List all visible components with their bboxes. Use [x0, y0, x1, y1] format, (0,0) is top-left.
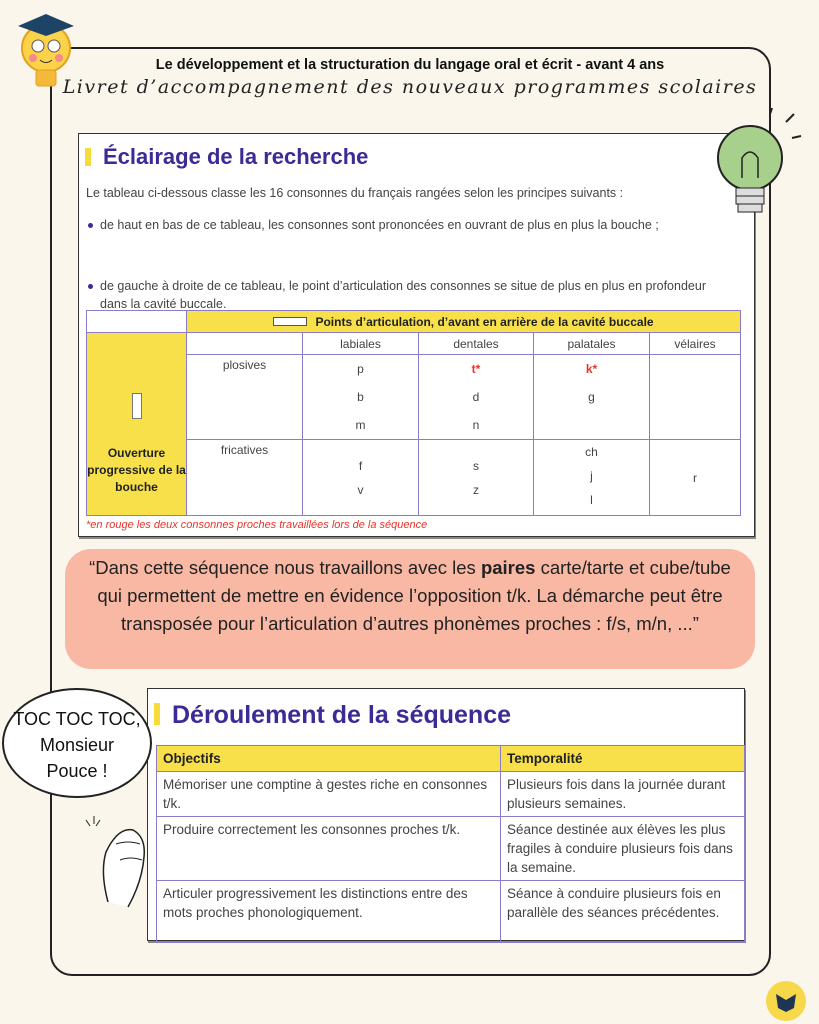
down-arrow-icon [132, 393, 142, 419]
footnote: *en rouge les deux consonnes proches travaillées lors de la séquence [86, 519, 428, 531]
column-header: Objectifs [157, 746, 501, 772]
consonant: b [357, 390, 364, 404]
column-header: dentales [419, 333, 534, 355]
research-bullet: de gauche à droite de ce tableau, le point d’articulation des consonnes se situe de plus en plus en profondeur dans la cavité buccale. [86, 277, 726, 313]
speech-bubble [2, 688, 152, 798]
consonant: n [472, 418, 480, 432]
consonant: s [473, 459, 479, 473]
objective: Produire correctement les consonnes proches t/k. [157, 817, 501, 881]
consonant: v [357, 483, 364, 497]
table-row [157, 881, 745, 943]
quote-box [65, 549, 755, 669]
consonant-highlighted: t* [471, 362, 481, 376]
column-header: Temporalité [501, 746, 745, 772]
consonant: r [650, 440, 741, 516]
consonant: g [588, 390, 595, 404]
quote-text: “Dans cette séquence nous travaillons avec les [89, 557, 481, 578]
consonant: d [472, 390, 480, 404]
sequence-table [156, 745, 745, 943]
consonant: p [357, 362, 364, 376]
timing: Séance à conduire plusieurs fois en parallèle des séances précédentes. [501, 881, 745, 943]
opening-header: Ouverture progressive de la bouche [87, 333, 187, 516]
quote-text: carte/tarte et cube/tube qui permettent de mettre en évidence l’opposition t/k. La démarche peut être transposée pour l’articulation d’autres phonèmes proches : f/s, m/n, ...” [97, 557, 731, 634]
owl-logo-icon [765, 980, 807, 1022]
sequence-panel [147, 688, 745, 941]
knocking-hand-icon [78, 812, 148, 912]
header-title: Le développement et la structuration du langage oral et écrit - avant 4 ans [155, 57, 665, 73]
column-header: vélaires [650, 333, 741, 355]
column-header: labiales [303, 333, 419, 355]
articulation-header: Points d’articulation, d’avant en arrière de la cavité buccale [187, 311, 741, 333]
lightbulb-icon [708, 108, 803, 238]
consonant: ch [585, 445, 598, 459]
consonant-table [86, 310, 741, 516]
bubble-text: Monsieur [39, 735, 115, 755]
row-label: plosives [187, 355, 303, 440]
objective: Mémoriser une comptine à gestes riche en consonnes t/k. [157, 772, 501, 817]
consonant: f [358, 459, 363, 473]
research-title: Éclairage de la recherche [85, 144, 368, 170]
research-intro: Le tableau ci-dessous classe les 16 consonnes du français rangées selon les principes suivants : [86, 186, 624, 200]
consonant: j [590, 469, 593, 483]
bubble-text: TOC TOC TOC, [13, 709, 141, 729]
bubble-text: Pouce ! [46, 761, 108, 781]
quote-bold: paires [480, 557, 536, 578]
column-header: palatales [534, 333, 650, 355]
research-panel [78, 133, 755, 537]
research-bullet: de haut en bas de ce tableau, les consonnes sont prononcées en ouvrant de plus en plus la bouche ; [86, 216, 706, 234]
row-label: fricatives [187, 440, 303, 516]
table-row [157, 772, 745, 817]
table-row [157, 817, 745, 881]
consonant: z [473, 483, 479, 497]
header-subtitle: Livret d’accompagnement des nouveaux programmes scolaires [62, 76, 758, 98]
timing: Séance destinée aux élèves les plus fragiles à conduire plusieurs fois dans la semaine. [501, 817, 745, 881]
timing: Plusieurs fois dans la journée durant plusieurs semaines. [501, 772, 745, 817]
objective: Articuler progressivement les distinctions entre des mots proches phonologiquement. [157, 881, 501, 943]
sequence-title: Déroulement de la séquence [154, 701, 511, 730]
consonant: l [590, 493, 593, 507]
consonant: m [355, 418, 366, 432]
consonant-highlighted: k* [585, 362, 598, 376]
